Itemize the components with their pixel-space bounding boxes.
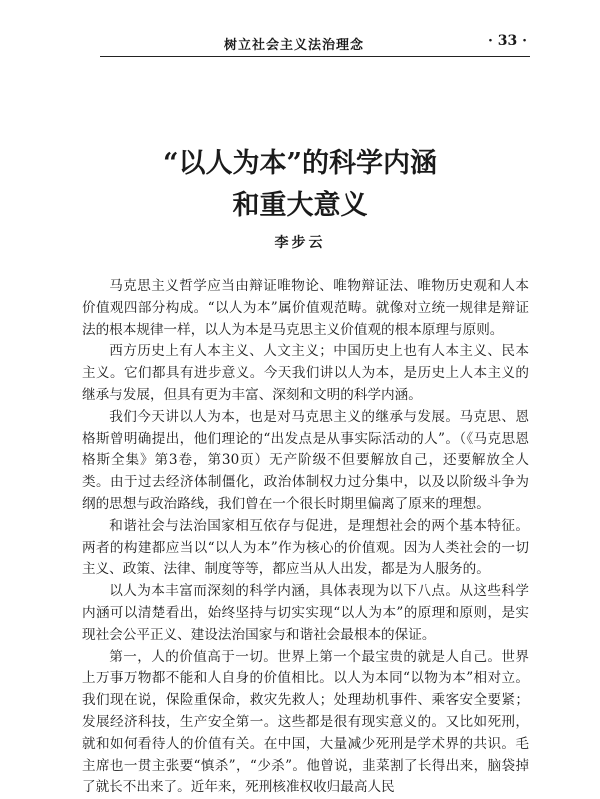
body-paragraph-6: 第一，人的价值高于一切。世界上第一个最宝贵的就是人自己。世界上万事万物都不能和人自身的价值相比。以人为本同“以物为本”相对立。我们现在说，保险重保命，救灾先救人；处理劫机事件、乘客安全要紧；发展经济科技，生产安全第一。这些都是很有现实意义的。又比如死刑，就和如何看待人的价值有关。在中国，大量减少死刑是学术界的共识。毛主席也一贯主张要“慎杀”，“少杀”。他曾说，韭菜割了长得出来，脑袋掉了就长不出来了。近年来，死刑核准权收归最高人民: [82, 648, 529, 796]
page-number: · 33 ·: [488, 33, 527, 49]
body-paragraph-5: 以人为本丰富而深刻的科学内涵，具体表现为以下八点。从这些科学内涵可以清楚看出，始终坚持与切实实现“以人为本”的原理和原则，是实现社会公平正义、建设法治国家与和谐社会最根本的保证。: [82, 583, 529, 643]
running-title: 树立社会主义法治理念: [224, 38, 365, 53]
article-body: [82, 276, 529, 799]
body-paragraph-2: 西方历史上有人本主义、人文主义；中国历史上也有人本主义、民本主义。它们都具有进步意义。今天我们讲以人为本，是历史上人本主义的继承与发展，但具有更为丰富、深刻和文明的科学内涵。: [82, 343, 529, 403]
author-name: 李步云: [274, 235, 326, 251]
article-title-line-1: “以人为本”的科学内涵: [162, 148, 438, 179]
body-paragraph-1: 马克思主义哲学应当由辩证唯物论、唯物辩证法、唯物历史观和人本价值观四部分构成。“以人为本”属价值观范畴。就像对立统一规律是辩证法的根本规律一样，以人为本是马克思主义价值观的根本原理与原则。: [82, 278, 529, 338]
article-title-line-2: 和重大意义: [232, 190, 368, 221]
header-rule: [100, 56, 530, 57]
running-header: [0, 0, 600, 60]
body-paragraph-3: 我们今天讲以人为本，也是对马克思主义的继承与发展。马克思、恩格斯曾明确提出，他们理论的“出发点是从事实际活动的人”。（《马克思恩格斯全集》第3卷，第30页）无产阶级不但要解放自己，还要解放全人类。由于过去经济体制僵化，政治体制权力过分集中，以及以阶级斗争为纲的思想与政治路线，我们曾在一个很长时期里偏离了原来的理想。: [82, 408, 529, 512]
body-paragraph-4: 和谐社会与法治国家相互依存与促进，是理想社会的两个基本特征。两者的构建都应当以“以人为本”作为核心的价值观。因为人类社会的一切主义、政策、法律、制度等等，都应当从人出发，都是为人服务的。: [82, 517, 529, 578]
